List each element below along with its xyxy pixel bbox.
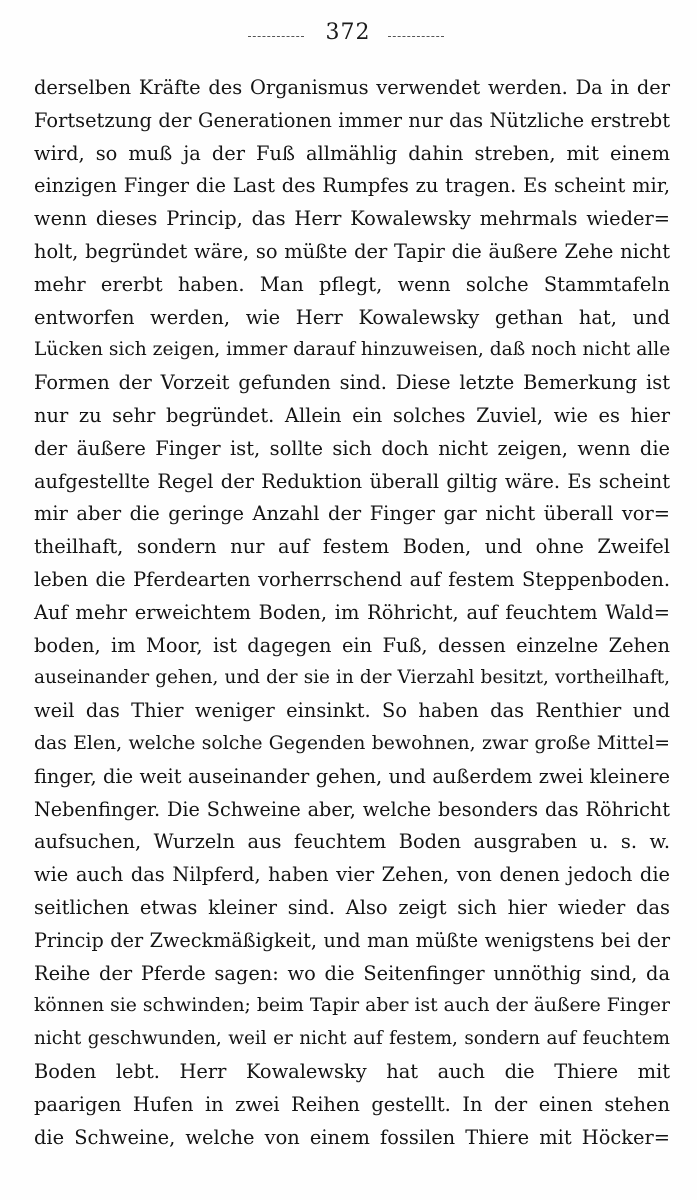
- text-line: das Elen, welche solche Gegenden bewohnen, zwar große Mittel=: [34, 732, 670, 754]
- text-line: Nebenfinger. Die Schweine aber, welche besonders das Röhricht: [34, 797, 670, 821]
- text-line: theilhaft, sondern nur auf festem Boden, und ohne Zweifel: [34, 535, 670, 559]
- text-line: die Schweine, welche von einem fossilen Thiere mit Höcker=: [34, 1125, 670, 1149]
- text-line: derselben Kräfte des Organismus verwendet werden. Da in der: [34, 76, 670, 99]
- text-line: Boden lebt. Herr Kowalewsky hat auch die Thiere mit: [34, 1059, 670, 1083]
- text-line: Formen der Vorzeit gefunden sind. Diese letzte Bemerkung ist: [34, 371, 670, 395]
- page-number: 372: [325, 20, 371, 45]
- text-line: aufgestellte Regel der Reduktion überall giltig wäre. Es scheint: [34, 469, 670, 493]
- text-line: aufsuchen, Wurzeln aus feuchtem Boden ausgraben u. s. w.: [34, 830, 670, 854]
- text-line: entworfen werden, wie Herr Kowalewsky gethan hat, und: [34, 305, 670, 329]
- text-line: Princip der Zweckmäßigkeit, und man müßte wenigstens bei der: [34, 928, 670, 952]
- page-header: [0, 14, 697, 54]
- text-line: leben die Pferdearten vorherrschend auf festem Steppenboden.: [34, 567, 670, 591]
- text-line: finger, die weit auseinander gehen, und außerdem zwei kleinere: [34, 764, 670, 788]
- text-line: nicht geschwunden, weil er nicht auf festem, sondern auf feuchtem: [34, 1028, 670, 1050]
- text-line: Reihe der Pferde sagen: wo die Seitenfinger unnöthig sind, da: [34, 961, 670, 985]
- text-line: boden, im Moor, ist dagegen ein Fuß, dessen einzelne Zehen: [34, 633, 670, 657]
- text-line: einzigen Finger die Last des Rumpfes zu tragen. Es scheint mir,: [34, 174, 670, 198]
- text-line: auseinander gehen, und der sie in der Vierzahl besitzt, vortheilhaft,: [34, 667, 670, 689]
- text-line: Fortsetzung der Generationen immer nur das Nützliche erstrebt: [34, 108, 670, 132]
- text-line: holt, begründet wäre, so müßte der Tapir die äußere Zehe nicht: [34, 239, 670, 263]
- text-line: paarigen Hufen in zwei Reihen gestellt. In der einen stehen: [34, 1092, 670, 1116]
- text-line: können sie schwinden; beim Tapir aber ist auch der äußere Finger: [34, 995, 670, 1017]
- text-line: seitlichen etwas kleiner sind. Also zeigt sich hier wieder das: [34, 895, 670, 919]
- text-line: wird, so muß ja der Fuß allmählig dahin streben, mit einem: [34, 141, 670, 165]
- text-line: weil das Thier weniger einsinkt. So haben das Renthier und: [34, 699, 670, 723]
- body-text: [34, 72, 670, 1192]
- text-line: der äußere Finger ist, sollte sich doch nicht zeigen, wenn die: [34, 436, 670, 460]
- text-line: mir aber die geringe Anzahl der Finger gar nicht überall vor=: [34, 502, 670, 526]
- header-rule-left: [248, 36, 304, 37]
- text-line: Lücken sich zeigen, immer darauf hinzuweisen, daß noch nicht alle: [34, 339, 671, 361]
- text-line: Auf mehr erweichtem Boden, im Röhricht, auf feuchtem Wald=: [34, 600, 670, 624]
- text-line: mehr ererbt haben. Man pflegt, wenn solche Stammtafeln: [34, 272, 670, 296]
- header-rule-right: [388, 36, 444, 37]
- text-line: nur zu sehr begründet. Allein ein solches Zuviel, wie es hier: [34, 403, 670, 427]
- text-line: wie auch das Nilpferd, haben vier Zehen, von denen jedoch die: [34, 863, 670, 887]
- text-line: wenn dieses Princip, das Herr Kowalewsky mehrmals wieder=: [34, 207, 670, 231]
